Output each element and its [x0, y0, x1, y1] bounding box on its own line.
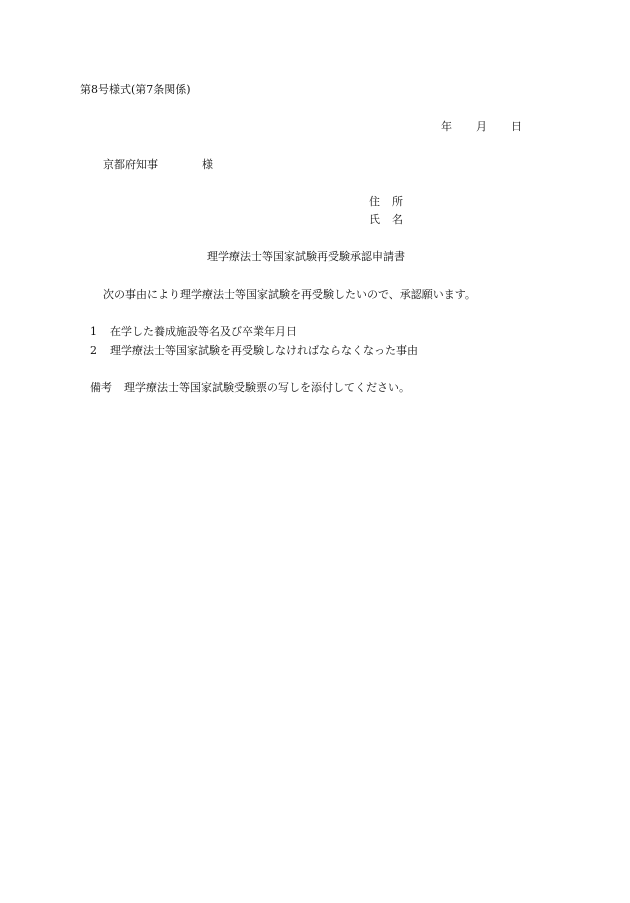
list-item — [90, 326, 297, 337]
date-month-label: 月 — [476, 120, 487, 133]
addressee-name: 京都府知事 — [103, 158, 158, 171]
name-label: 氏 名 — [369, 213, 403, 226]
item-text: 理学療法士等国家試験を再受験しなければならなくなった事由 — [110, 344, 418, 357]
remark-text: 理学療法士等国家試験受験票の写しを添付してください。 — [124, 381, 410, 394]
form-number: 第8号様式(第7条関係) — [80, 83, 191, 96]
remark-label: 備考 — [90, 381, 112, 394]
list-item — [90, 345, 418, 356]
item-number: 2 — [90, 344, 97, 357]
item-number: 1 — [90, 325, 97, 338]
addressee — [103, 159, 213, 170]
item-text: 在学した養成施設等名及び卒業年月日 — [110, 325, 297, 338]
address-label: 住 所 — [369, 195, 403, 208]
addressee-honorific: 様 — [202, 158, 213, 171]
date-line — [441, 121, 522, 132]
date-year-label: 年 — [441, 120, 452, 133]
body-text: 次の事由により理学療法士等国家試験を再受験したいので、承認願います。 — [103, 288, 476, 301]
document-title: 理学療法士等国家試験再受験承認申請書 — [207, 250, 405, 263]
remark — [90, 382, 410, 393]
date-day-label: 日 — [511, 120, 522, 133]
